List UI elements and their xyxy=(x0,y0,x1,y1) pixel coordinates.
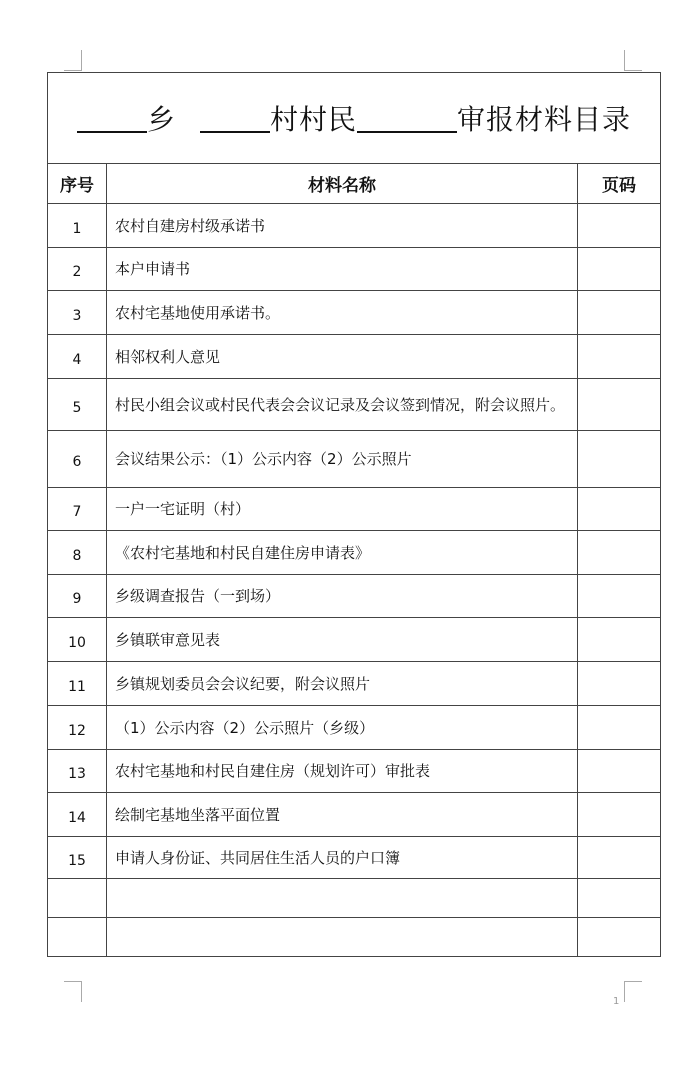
table-row xyxy=(48,291,661,335)
row-name xyxy=(107,879,578,918)
row-seq: 12 xyxy=(48,706,107,750)
table-row xyxy=(48,879,661,918)
row-name: 农村宅基地使用承诺书。 xyxy=(107,291,578,335)
header-name: 材料名称 xyxy=(107,164,578,204)
row-name: 本户申请书 xyxy=(107,248,578,291)
materials-table xyxy=(47,72,661,957)
table-row xyxy=(48,488,661,531)
table-row xyxy=(48,531,661,575)
table-row xyxy=(48,918,661,957)
table-row xyxy=(48,431,661,488)
row-page xyxy=(578,618,661,662)
row-page xyxy=(578,918,661,957)
row-page xyxy=(578,291,661,335)
row-seq: 14 xyxy=(48,793,107,837)
table-row xyxy=(48,335,661,379)
row-page xyxy=(578,837,661,879)
header-page: 页码 xyxy=(578,164,661,204)
row-name xyxy=(107,918,578,957)
row-name: 申请人身份证、共同居住生活人员的户口簿 xyxy=(107,837,578,879)
row-seq: 8 xyxy=(48,531,107,575)
row-seq: 9 xyxy=(48,575,107,618)
table-row xyxy=(48,379,661,431)
row-name: 农村宅基地和村民自建住房（规划许可）审批表 xyxy=(107,750,578,793)
table-row xyxy=(48,750,661,793)
row-page xyxy=(578,531,661,575)
row-page xyxy=(578,204,661,248)
row-name: 绘制宅基地坐落平面位置 xyxy=(107,793,578,837)
row-seq: 3 xyxy=(48,291,107,335)
row-seq: 4 xyxy=(48,335,107,379)
title-part-village: 村村民 xyxy=(269,103,357,136)
crop-mark-top-left xyxy=(64,50,82,71)
row-page xyxy=(578,706,661,750)
table-row xyxy=(48,837,661,879)
row-page xyxy=(578,575,661,618)
row-name: 一户一宅证明（村） xyxy=(107,488,578,531)
row-page xyxy=(578,248,661,291)
blank-village xyxy=(200,103,270,133)
row-seq: 11 xyxy=(48,662,107,706)
row-seq: 10 xyxy=(48,618,107,662)
header-seq: 序号 xyxy=(48,164,107,204)
page-number: 1 xyxy=(613,996,620,1007)
table-row xyxy=(48,662,661,706)
row-seq xyxy=(48,879,107,918)
row-name: 乡级调查报告（一到场） xyxy=(107,575,578,618)
row-page xyxy=(578,488,661,531)
row-name: 乡镇联审意见表 xyxy=(107,618,578,662)
row-page xyxy=(578,793,661,837)
row-seq: 13 xyxy=(48,750,107,793)
table-row xyxy=(48,793,661,837)
document-title xyxy=(48,73,661,164)
row-page xyxy=(578,750,661,793)
table-row xyxy=(48,618,661,662)
table-header xyxy=(48,164,661,204)
row-name: 《农村宅基地和村民自建住房申请表》 xyxy=(107,531,578,575)
blank-township xyxy=(77,103,147,133)
table-row xyxy=(48,204,661,248)
row-seq xyxy=(48,918,107,957)
row-page xyxy=(578,431,661,488)
row-page xyxy=(578,335,661,379)
row-seq: 15 xyxy=(48,837,107,879)
table-row xyxy=(48,575,661,618)
crop-mark-top-right xyxy=(624,50,642,71)
row-name: 农村自建房村级承诺书 xyxy=(107,204,578,248)
table-row xyxy=(48,706,661,750)
row-name: 相邻权利人意见 xyxy=(107,335,578,379)
row-seq: 7 xyxy=(48,488,107,531)
title-part-township: 乡 xyxy=(147,103,177,136)
row-page xyxy=(578,879,661,918)
row-page xyxy=(578,662,661,706)
crop-mark-bottom-left xyxy=(64,981,82,1002)
blank-villager xyxy=(357,103,457,133)
row-name: 村民小组会议或村民代表会会议记录及会议签到情况，附会议照片。 xyxy=(107,379,578,431)
row-seq: 1 xyxy=(48,204,107,248)
row-seq: 2 xyxy=(48,248,107,291)
row-name: （1）公示内容（2）公示照片（乡级） xyxy=(107,706,578,750)
row-seq: 6 xyxy=(48,431,107,488)
row-page xyxy=(578,379,661,431)
row-name: 乡镇规划委员会会议纪要，附会议照片 xyxy=(107,662,578,706)
table-row xyxy=(48,248,661,291)
crop-mark-bottom-right xyxy=(624,981,642,1002)
title-part-suffix: 审报材料目录 xyxy=(456,103,631,136)
row-name: 会议结果公示：（1）公示内容（2）公示照片 xyxy=(107,431,578,488)
row-seq: 5 xyxy=(48,379,107,431)
